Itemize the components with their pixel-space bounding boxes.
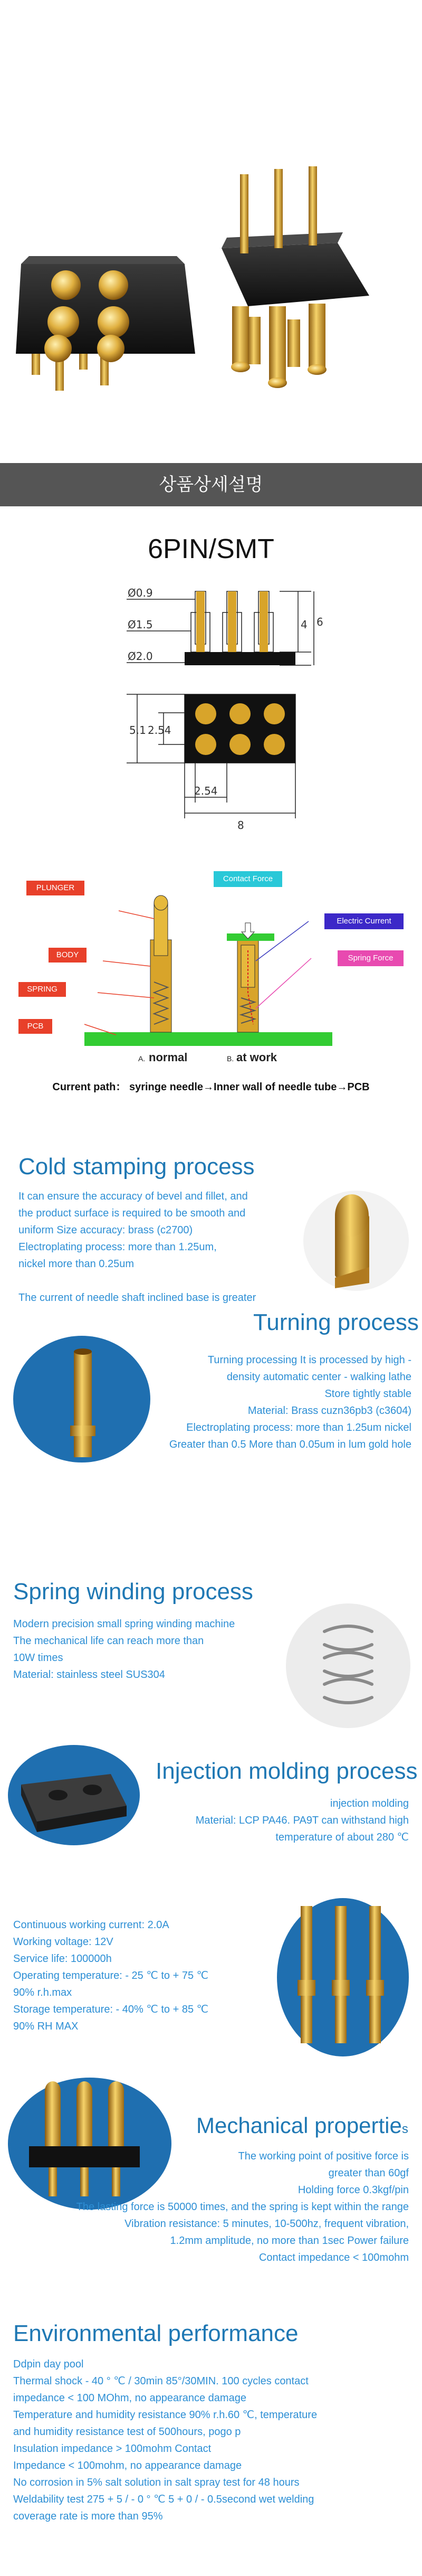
cold-stamping-line: It can ensure the accuracy of bevel and fillet, and — [18, 1191, 248, 1202]
injection-body — [135, 1795, 409, 1846]
callout-spring-force: Spring Force — [338, 950, 404, 966]
dim-09: Ø0.9 — [128, 587, 153, 599]
section-title: 상품상세설명 — [159, 474, 263, 495]
environmental-title: Environmental performance — [13, 2320, 299, 2346]
environmental-line: and humidity resistance test of 500hours, pogo p — [13, 2426, 241, 2438]
current-path: Current path： syringe needle→Inner wall of needle tube→PCB — [52, 1081, 370, 1093]
cold-stamping-title: Cold stamping process — [18, 1154, 255, 1180]
environmental-line: Ddpin day pool — [13, 2358, 84, 2370]
connector-right — [222, 166, 369, 388]
turning-line: Material: Brass cuzn36pb3 (c3604) — [247, 1405, 411, 1417]
spec-line: Continuous working current: 2.0A — [13, 1919, 169, 1931]
environmental-line: coverage rate is more than 95% — [13, 2511, 163, 2522]
mechanical-line: Contact impedance < 100mohm — [258, 2252, 409, 2263]
mechanical-line: 1.2mm amplitude, no more than 1sec Power failure — [170, 2235, 409, 2247]
housing-image — [5, 1742, 142, 1848]
dim-51: 5.1 — [129, 724, 146, 737]
injection-line: temperature of about 280 ℃ — [275, 1832, 409, 1843]
environmental-line: Thermal shock - 40 ° ℃ / 30min 85°/30MIN. 100 cycles contact — [13, 2375, 309, 2387]
dim-4: 4 — [301, 618, 308, 631]
cold-stamping-body — [18, 1188, 335, 1306]
label-at-work: at work — [236, 1051, 277, 1064]
dim-254-vertical: 2.54 — [148, 724, 171, 737]
spring-winding-line: Modern precision small spring winding machine — [13, 1618, 235, 1630]
callout-spring: SPRING — [18, 982, 66, 997]
turning-line: density automatic center - walking lathe — [226, 1371, 411, 1383]
mechanical-line: The lasting force is 50000 times, and the spring is kept within the range — [76, 2201, 409, 2213]
injection-line: injection molding — [330, 1798, 409, 1809]
connector-left — [16, 256, 195, 391]
label-normal: normal — [149, 1051, 188, 1064]
cold-stamping-line: Electroplating process: more than 1.25um, — [18, 1241, 217, 1253]
callout-electric-current: Electric Current — [324, 913, 404, 929]
model-title: 6PIN/SMT — [148, 534, 274, 564]
dim-20: Ø2.0 — [128, 650, 153, 663]
mechanical-line: Vibration resistance: 5 minutes, 10-500hz, frequent vibration, — [124, 2218, 409, 2230]
spring-winding-line: The mechanical life can reach more than — [13, 1635, 204, 1647]
spring-winding-body — [13, 1616, 287, 1683]
plunger-image — [301, 1177, 411, 1294]
cold-stamping-line — [18, 1272, 335, 1289]
spec-line: Service life: 100000h — [13, 1953, 112, 1965]
spring-image — [282, 1600, 414, 1732]
dim-8: 8 — [237, 819, 244, 832]
callout-pcb: PCB — [18, 1019, 52, 1034]
turning-line: Turning processing It is processed by high - — [207, 1354, 411, 1366]
spec-line: 90% RH MAX — [13, 2021, 79, 2032]
cold-stamping-line: the product surface is required to be smooth and — [18, 1207, 246, 1219]
environmental-line: Weldability test 275 + 5 / - 0 ° ℃ 5 + 0 / - 0.5second wet welding — [13, 2494, 314, 2505]
cold-stamping-line: The current of needle shaft inclined base is greater — [18, 1292, 256, 1304]
product-photo — [0, 0, 422, 459]
spring-winding-line: Material: stainless steel SUS304 — [13, 1669, 165, 1681]
environmental-line: Temperature and humidity resistance 90% r.h.60 ℃, temperature — [13, 2409, 318, 2421]
dim-254-horizontal: 2.54 — [194, 785, 218, 797]
section-title-bar — [0, 463, 422, 506]
turning-line: Electroplating process: more than 1.25um nickel — [186, 1422, 411, 1433]
environmental-body — [13, 2356, 414, 2525]
mechanical-title-main: Mechanical propertie — [196, 2113, 402, 2138]
mechanical-title — [196, 2113, 408, 2138]
turning-line: Store tightly stable — [324, 1388, 411, 1400]
spring-winding-title: Spring winding process — [13, 1579, 253, 1605]
environmental-line: Impedance < 100mohm, no appearance damage — [13, 2460, 242, 2471]
mechanical-line: The working point of positive force is — [238, 2150, 409, 2162]
label-b: B. — [227, 1054, 234, 1063]
mechanical-title-suffix: s — [401, 2122, 408, 2136]
injection-line: Material: LCP PA46. PA9T can withstand high — [195, 1815, 409, 1826]
spec-line: 90% r.h.max — [13, 1987, 72, 1998]
turning-line: Greater than 0.5 More than 0.05um in lum gold hole — [169, 1439, 411, 1450]
callout-contact-force: Contact Force — [214, 871, 282, 887]
principle-diagram — [16, 866, 406, 1072]
dim-6: 6 — [316, 616, 323, 628]
spec-line: Working voltage: 12V — [13, 1936, 113, 1948]
environmental-line: Insulation impedance > 100mohm Contact — [13, 2443, 212, 2455]
cold-stamping-line: nickel more than 0.25um — [18, 1258, 135, 1270]
spec-line: Operating temperature: - 25 ℃ to + 75 ℃ — [13, 1970, 209, 1981]
mechanical-line: Holding force 0.3kgf/pin — [298, 2184, 409, 2196]
callout-plunger: PLUNGER — [26, 881, 84, 895]
dim-15: Ø1.5 — [128, 618, 153, 631]
injection-title: Injection molding process — [156, 1758, 418, 1784]
environmental-line: impedance < 100 MOhm, no appearance damage — [13, 2392, 246, 2404]
spec-line: Storage temperature: - 40% ℃ to + 85 ℃ — [13, 2004, 209, 2015]
pins-image — [274, 1895, 411, 2059]
label-a: A. — [138, 1054, 146, 1063]
cold-stamping-line: uniform Size accuracy: brass (c2700) — [18, 1224, 193, 1236]
mechanical-body — [8, 2148, 409, 2266]
spring-winding-line: 10W times — [13, 1652, 63, 1664]
environmental-line: No corrosion in 5% salt solution in salt spray test for 48 hours — [13, 2477, 300, 2488]
turning-body — [137, 1352, 411, 1453]
specs-body — [13, 1917, 287, 2035]
technical-drawing — [79, 581, 327, 850]
mechanical-line: greater than 60gf — [328, 2167, 409, 2179]
callout-body: BODY — [49, 948, 87, 963]
turning-title: Turning process — [253, 1309, 419, 1335]
